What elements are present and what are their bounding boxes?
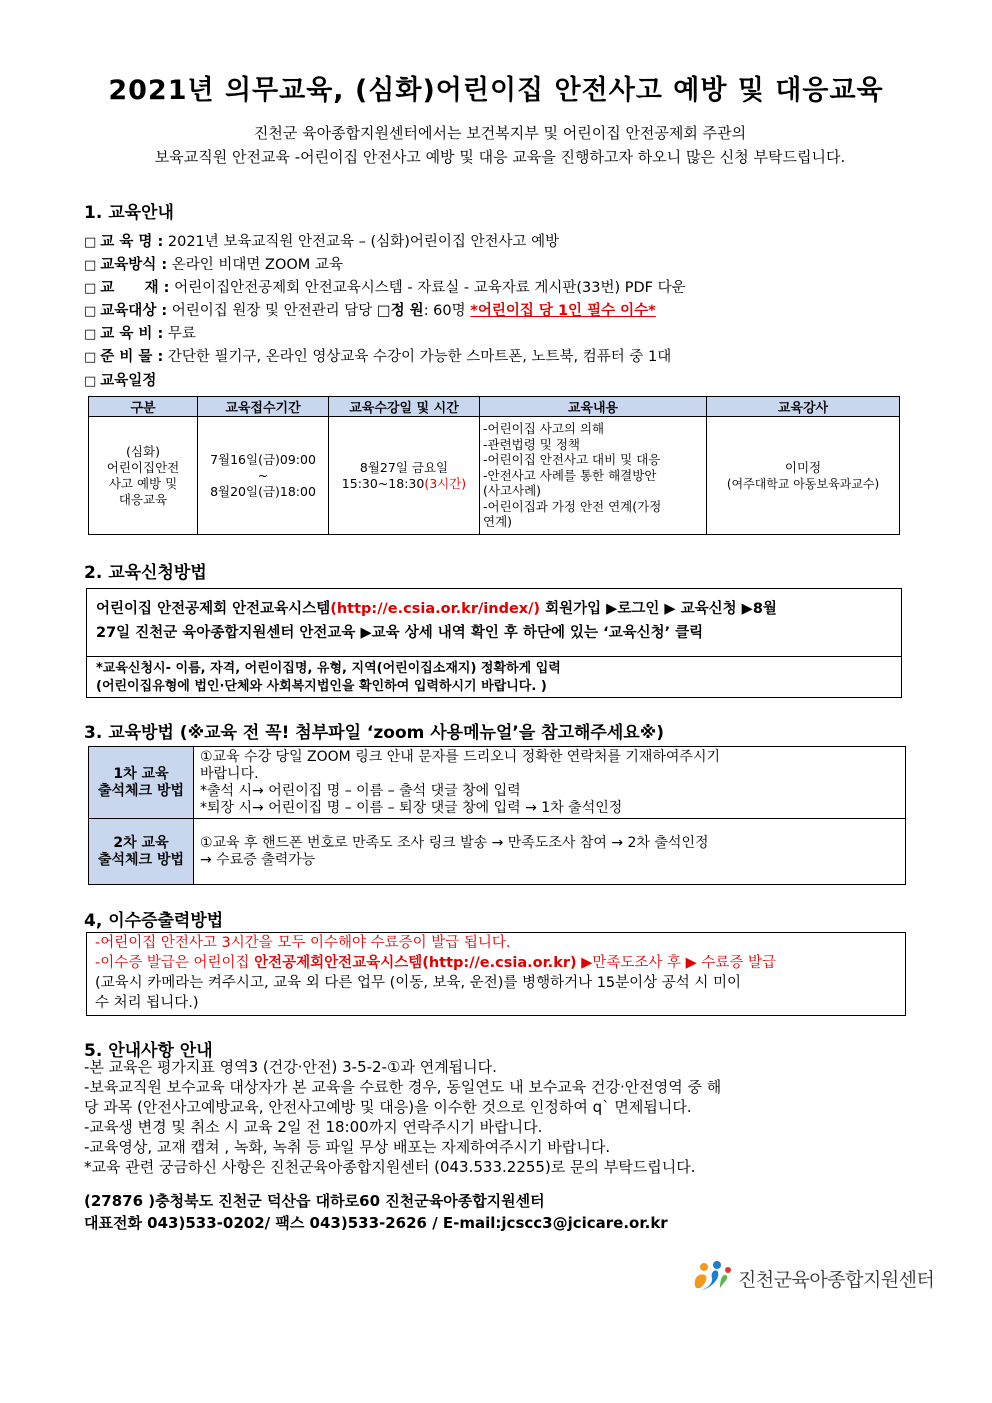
row-content: [194, 819, 906, 885]
checkbox-icon: □: [84, 304, 97, 319]
cell-line: -어린이집과 가정 안전 연계(가정: [483, 498, 662, 514]
text-span: -이수증 발급은 어린이집: [95, 955, 255, 971]
notice-list: [84, 1057, 936, 1177]
certificate-line: (교육시 카메라는 켜주시고, 교육 외 다른 업무 (이동, 보육, 운전)를 병행하거나 15분이상 공석 시 미이: [95, 975, 742, 991]
schedule-table: [88, 396, 900, 535]
table-header-row: [89, 397, 900, 417]
center-logo: [690, 1260, 934, 1296]
notice-line: *교육 관련 궁금하신 사항은 진천군육아종합지원센터 (043.533.2255)로 문의 부탁드립니다.: [84, 1158, 696, 1176]
content-line: 바랍니다.: [200, 765, 259, 782]
content-line: *퇴장 시→ 어린이집 명 – 이름 – 퇴장 댓글 창에 입력 → 1차 출석인정: [200, 799, 623, 816]
info-value: 어린이집 원장 및 안전관리 담당: [171, 303, 377, 319]
cell-line: -어린이집 안전사고 대비 및 대응: [483, 452, 661, 468]
notice-line: -교육영상, 교재 캡쳐 , 녹화, 녹취 등 파일 무상 배포는 자제하여주시기 바랍니다.: [84, 1138, 611, 1156]
row-label: [89, 819, 194, 885]
capacity-label: 정 원: [390, 303, 424, 319]
section-3-heading: 3. 교육방법 (※교육 전 꼭! 첨부파일 ‘zoom 사용메뉴얼’을 참고해주세요※): [84, 723, 664, 743]
content-line: ①교육 수강 당일 ZOOM 링크 안내 문자를 드리오니 정확한 연락처를 기재하여주시기: [200, 748, 721, 765]
table-header: 구분: [89, 397, 198, 417]
table-header: 교육내용: [480, 397, 707, 417]
notice-line: -교육생 변경 및 취소 시 교육 2일 전 18:00까지 연락주시기 바랍니다.: [84, 1118, 543, 1136]
instructor-affiliation: (여주대학교 아동보육과교수): [726, 476, 880, 491]
cell-line: 7월16일(금)09:00: [210, 451, 316, 467]
attendance-table: [88, 746, 906, 885]
cell-line: [332, 476, 476, 492]
note-line: (어린이집유형에 법인·단체와 사회복지법인을 확인하여 입력하시기 바랍니다. ): [96, 679, 547, 694]
cell-line: 8월20일(금)18:00: [210, 483, 316, 499]
info-label: 준 비 물 :: [100, 349, 164, 365]
info-row-supplies: [84, 345, 671, 366]
row-content: [194, 747, 906, 819]
label-line: 2차 교육: [113, 834, 169, 851]
checkbox-icon: □: [84, 281, 97, 296]
address-line: (27876 )충청북도 진천군 덕산읍 대하로60 진천군육아종합지원센터: [84, 1192, 545, 1210]
checkbox-icon: □: [376, 303, 391, 319]
info-value: 온라인 비대면 ZOOM 교육: [171, 257, 343, 273]
instructor-cell: [707, 417, 900, 535]
intro-line-2: 보육교직원 안전교육 -어린이집 안전사고 예방 및 대응 교육을 진행하고자 하오니 많은 신청 부탁드립니다.: [154, 148, 846, 166]
cell-line: ~: [257, 467, 269, 483]
cell-line: 연계): [483, 514, 513, 530]
table-header: 교육강사: [707, 397, 900, 417]
application-steps: [87, 589, 901, 657]
info-row-schedule: [84, 369, 156, 390]
contact-line: 대표전화 043)533-0202/ 팩스 043)533-2626 / E-mail:jcscc3@jcicare.or.kr: [84, 1214, 668, 1232]
label-line: 출석체크 방법: [97, 851, 185, 868]
checkbox-icon: □: [84, 374, 97, 389]
table-row: [89, 417, 900, 535]
section-1-heading: 1. 교육안내: [84, 203, 174, 223]
content-line: → 수료증 출력가능: [200, 851, 316, 868]
cell-line: 8월27일 금요일: [359, 459, 449, 475]
info-label: 교 육 명 :: [100, 234, 164, 250]
table-header: 교육수강일 및 시간: [329, 397, 480, 417]
section-2-heading: 2. 교육신청방법: [84, 563, 207, 583]
cell-line: -안전사고 사례를 통한 해결방안: [483, 467, 657, 483]
application-notes: [96, 660, 561, 696]
category-cell: [89, 417, 198, 535]
cell-line: -관련법령 및 정책: [483, 436, 580, 452]
step-text: 27일 진천군 육아종합지원센터 안전교육 ▶교육 상세 내역 확인 후 하단에 있는 ‘교육신청’ 클릭: [96, 625, 704, 641]
certificate-line: [95, 953, 897, 973]
application-box: [86, 588, 902, 698]
page-title: 2021년 의무교육, (심화)어린이집 안전사고 예방 및 대응교육: [108, 75, 884, 106]
info-label: 교 육 비 :: [100, 326, 164, 342]
cell-line: 대응교육: [118, 491, 168, 507]
info-row-material: [84, 276, 686, 297]
table-row: [89, 747, 906, 819]
info-label: 교 재 :: [100, 280, 170, 296]
step-text: 어린이집 안전공제회 안전교육시스템: [96, 601, 331, 617]
capacity-value: : 60명: [423, 303, 471, 319]
instructor-name: 이미정: [784, 459, 822, 475]
certificate-line: -어린이집 안전사고 3시간을 모두 이수해야 수료증이 발급 됩니다.: [95, 935, 511, 951]
hours-note: (3시간): [424, 475, 467, 491]
cell-line: 어린이집안전: [106, 459, 180, 475]
step-text: 회원가입 ▶로그인 ▶ 교육신청 ▶8월: [540, 601, 777, 617]
required-note: *어린이집 당 1인 필수 이수*: [470, 303, 656, 319]
section-4-heading: 4, 이수증출력방법: [84, 911, 224, 931]
info-value: 무료: [167, 326, 196, 342]
table-row: [89, 819, 906, 885]
content-cell: [480, 417, 707, 535]
certificate-box: [86, 932, 906, 1016]
checkbox-icon: □: [84, 258, 97, 273]
checkbox-icon: □: [84, 235, 97, 250]
note-line: *교육신청시- 이름, 자격, 어린이집명, 유형, 지역(어린이집소재지) 정확하게 입력: [96, 661, 561, 676]
system-link[interactable]: 안전공제회안전교육시스템(http://e.csia.or.kr): [254, 955, 577, 971]
period-cell: [198, 417, 329, 535]
date-cell: [329, 417, 480, 535]
info-row-method: [84, 253, 343, 274]
label-line: 1차 교육: [113, 765, 169, 782]
certificate-line: 수 처리 됩니다.): [95, 995, 199, 1011]
info-label: 교육일정: [100, 373, 157, 389]
logo-text: 진천군육아종합지원센터: [738, 1268, 935, 1291]
cell-line: -어린이집 사고의 의해: [483, 421, 605, 437]
table-header: 교육접수기간: [198, 397, 329, 417]
info-value: 간단한 필기구, 온라인 영상교육 수강이 가능한 스마트폰, 노트북, 컴퓨터 중 1대: [167, 349, 672, 365]
info-label: 교육대상 :: [100, 303, 168, 319]
info-label: 교육방식 :: [100, 257, 168, 273]
cell-line: 사고 예방 및: [108, 475, 178, 491]
content-line: *출석 시→ 어린이집 명 – 이름 – 출석 댓글 창에 입력: [200, 782, 521, 799]
checkbox-icon: □: [84, 350, 97, 365]
site-link[interactable]: (http://e.csia.or.kr/index/): [330, 601, 541, 617]
info-value: 어린이집안전공제회 안전교육시스템 - 자료실 - 교육자료 게시판(33번) PDF 다운: [174, 280, 686, 296]
info-row-fee: [84, 322, 196, 343]
section-5-heading: 5. 안내사항 안내: [84, 1041, 213, 1061]
label-line: 출석체크 방법: [97, 782, 185, 799]
notice-line: -보육교직원 보수교육 대상자가 본 교육을 수료한 경우, 동일연도 내 보수교육 건강·안전영역 중 해: [84, 1078, 722, 1096]
heart-people-logo-icon: [690, 1258, 734, 1298]
time-range: 15:30~18:30: [341, 475, 425, 491]
notice-line: -본 교육은 평가지표 영역3 (건강·안전) 3-5-2-①과 연계됩니다.: [84, 1058, 497, 1076]
notice-line: 당 과목 (안전사고예방교육, 안전사고예방 및 대응)을 이수한 것으로 인정하여 q` 면제됩니다.: [84, 1098, 692, 1116]
info-row-target: [84, 299, 656, 320]
row-label: [89, 747, 194, 819]
intro-line-1: 진천군 육아종합지원센터에서는 보건복지부 및 어린이집 안전공제회 주관의: [253, 124, 747, 142]
info-row-name: [84, 230, 559, 251]
text-span: ▶만족도조사 후 ▶ 수료증 발급: [576, 955, 777, 971]
info-value: 2021년 보육교직원 안전교육 – (심화)어린이집 안전사고 예방: [167, 234, 560, 250]
content-line: ①교육 후 핸드폰 번호로 만족도 조사 링크 발송 → 만족도조사 참여 → 2차 출석인정: [200, 834, 709, 851]
cell-line: (심화): [126, 443, 160, 459]
cell-line: (사고사례): [483, 483, 542, 499]
contact-footer: [84, 1190, 668, 1234]
checkbox-icon: □: [84, 327, 97, 342]
